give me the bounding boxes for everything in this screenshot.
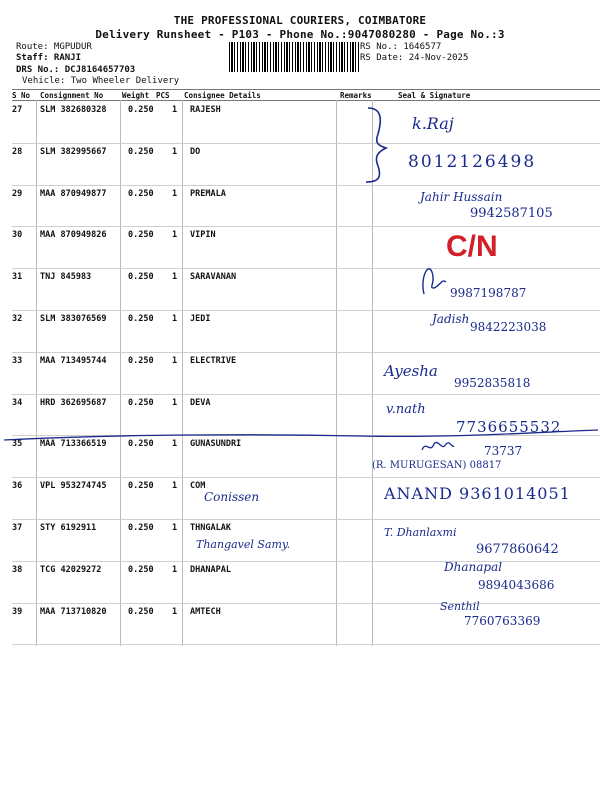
route-label: Route: MGPUDUR <box>16 42 92 52</box>
pieces-count: 1 <box>172 272 178 283</box>
phone-34: 7736655532 <box>456 418 562 436</box>
phone-33: 9952835818 <box>454 376 531 390</box>
consignment-number: MAA 713366519 <box>40 439 107 450</box>
row-divider <box>12 268 600 269</box>
pieces-count: 1 <box>172 564 178 575</box>
weight-value: 0.250 <box>128 188 154 199</box>
pieces-count: 1 <box>172 606 178 617</box>
row-serial: 31 <box>12 272 23 283</box>
note-35-a: 73737 <box>484 444 523 458</box>
phone-39: 7760763369 <box>464 614 541 628</box>
barcode-image <box>229 42 359 72</box>
consignee-name: VIPIN <box>190 230 216 241</box>
consignee-name: PREMALA <box>190 188 226 199</box>
consignment-number: MAA 713495744 <box>40 355 107 366</box>
consignment-number: MAA 870949826 <box>40 230 107 241</box>
consignment-number: VPL 953274745 <box>40 481 107 492</box>
note-35-b: (R. MURUGESAN) 08817 <box>372 460 502 471</box>
consignee-name: RAJESH <box>190 105 221 115</box>
consignee-name: DEVA <box>190 397 211 408</box>
phone-29: 9942587105 <box>470 206 553 221</box>
col-sno: S No <box>12 91 31 100</box>
sig-35-squiggle <box>420 438 456 456</box>
row-serial: 33 <box>12 355 23 366</box>
rs-number: RS No.: 1646577 <box>360 42 442 52</box>
consignee-note-37: Thangavel Samy. <box>196 538 291 551</box>
row-serial: 29 <box>12 188 23 199</box>
sig-31-squiggle <box>418 258 450 298</box>
anand-36: ANAND 9361014051 <box>384 484 571 503</box>
row-serial: 28 <box>12 146 23 157</box>
row-divider <box>12 185 600 186</box>
weight-value: 0.250 <box>128 314 154 324</box>
col-pcs: PCS <box>156 91 170 100</box>
weight-value: 0.250 <box>128 355 154 366</box>
consignment-number: MAA 870949877 <box>40 188 107 199</box>
row-divider <box>12 477 600 478</box>
consignment-number: MAA 713710820 <box>40 606 107 617</box>
row-divider <box>12 310 600 311</box>
row-serial: 37 <box>12 523 23 533</box>
pieces-count: 1 <box>172 439 178 450</box>
col-remarks: Remarks <box>340 91 372 100</box>
row-serial: 39 <box>12 606 23 617</box>
weight-value: 0.250 <box>128 564 154 575</box>
row-serial: 35 <box>12 439 23 450</box>
consignee-name: AMTECH <box>190 606 221 617</box>
row-divider <box>12 226 600 227</box>
row-serial: 30 <box>12 230 23 241</box>
name-37: T. Dhanlaxmi <box>384 526 457 539</box>
brace-mark <box>360 104 400 184</box>
name-38: Dhanapal <box>444 560 503 574</box>
phone-32: 9842223038 <box>470 320 547 334</box>
pieces-count: 1 <box>172 314 178 324</box>
col-divider <box>36 100 37 646</box>
row-divider <box>12 143 600 144</box>
header-top-rule <box>12 89 600 90</box>
runsheet-company-title: THE PROFESSIONAL COURIERS, COIMBATORE <box>173 14 427 27</box>
row-divider <box>12 352 600 353</box>
row-divider <box>12 561 600 562</box>
runsheet-subtitle: Delivery Runsheet - P103 - Phone No.:9047080280 - Page No.:3 <box>95 28 505 41</box>
phone-37: 9677860642 <box>476 542 559 557</box>
pieces-count: 1 <box>172 523 178 533</box>
rs-date: RS Date: 24-Nov-2025 <box>360 53 469 63</box>
name-29: Jahir Hussain <box>420 190 503 204</box>
weight-value: 0.250 <box>128 397 154 408</box>
consignee-name: THNGALAK <box>190 523 231 533</box>
row-serial: 32 <box>12 314 23 324</box>
pieces-count: 1 <box>172 188 178 199</box>
col-weight: Weight <box>122 91 150 100</box>
row-serial: 38 <box>12 564 23 575</box>
col-divider <box>182 100 183 646</box>
pieces-count: 1 <box>172 230 178 241</box>
phone-38: 9894043686 <box>478 578 555 592</box>
pieces-count: 1 <box>172 355 178 366</box>
consignee-name: SARAVANAN <box>190 272 237 283</box>
consignment-number: SLM 383076569 <box>40 314 107 324</box>
consignment-number: SLM 382680328 <box>40 105 107 115</box>
consignee-name: DHANAPAL <box>190 564 231 575</box>
weight-value: 0.250 <box>128 481 154 492</box>
consignment-number: STY 6192911 <box>40 523 97 533</box>
col-seal-signature: Seal & Signature <box>398 91 471 100</box>
consignment-number: TNJ 845983 <box>40 272 92 283</box>
sig-33: Ayesha <box>384 362 438 380</box>
weight-value: 0.250 <box>128 105 154 115</box>
pen-stroke-line <box>0 426 600 446</box>
consignment-number: SLM 382995667 <box>40 146 107 157</box>
pieces-count: 1 <box>172 397 178 408</box>
row-serial: 36 <box>12 481 23 492</box>
row-divider <box>12 603 600 604</box>
consignment-number: TCG 42029272 <box>40 564 102 575</box>
col-consignee: Consignee Details <box>184 91 261 100</box>
phone-28: 8012126498 <box>408 152 537 172</box>
weight-value: 0.250 <box>128 272 154 283</box>
sig-34: v.nath <box>386 402 426 417</box>
weight-value: 0.250 <box>128 146 154 157</box>
phone-31: 9987198787 <box>450 286 527 300</box>
col-divider <box>336 100 337 646</box>
weight-value: 0.250 <box>128 523 154 533</box>
pieces-count: 1 <box>172 146 178 157</box>
pieces-count: 1 <box>172 481 178 492</box>
consignee-name: ELECTRIVE <box>190 355 237 366</box>
consignee-name: COM <box>190 481 206 492</box>
row-serial: 34 <box>12 397 23 408</box>
col-divider <box>120 100 121 646</box>
pieces-count: 1 <box>172 105 178 115</box>
sig-27: k.Raj <box>412 114 454 133</box>
row-divider <box>12 394 600 395</box>
consignment-number: HRD 362695687 <box>40 397 107 408</box>
weight-value: 0.250 <box>128 439 154 450</box>
staff-label: Staff: RANJI <box>16 53 82 63</box>
consignee-name: DO <box>190 146 201 157</box>
consignee-note-36: Conissen <box>204 490 260 504</box>
sig-32: Jadish <box>432 312 470 326</box>
name-39: Senthil <box>440 600 480 613</box>
header-bottom-rule <box>12 100 600 101</box>
row-divider <box>12 519 600 520</box>
col-consignment: Consignment No <box>40 91 104 100</box>
row-serial: 27 <box>12 105 23 115</box>
row-divider <box>12 644 600 645</box>
cn-stamp: C/N <box>446 230 498 263</box>
weight-value: 0.250 <box>128 606 154 617</box>
consignee-name: GUNASUNDRI <box>190 439 242 450</box>
weight-value: 0.250 <box>128 230 154 241</box>
vehicle-label: Vehicle: Two Wheeler Delivery <box>22 76 180 86</box>
drs-number: DRS No.: DCJ8164657703 <box>16 65 136 75</box>
consignee-name: JEDI <box>190 314 211 324</box>
